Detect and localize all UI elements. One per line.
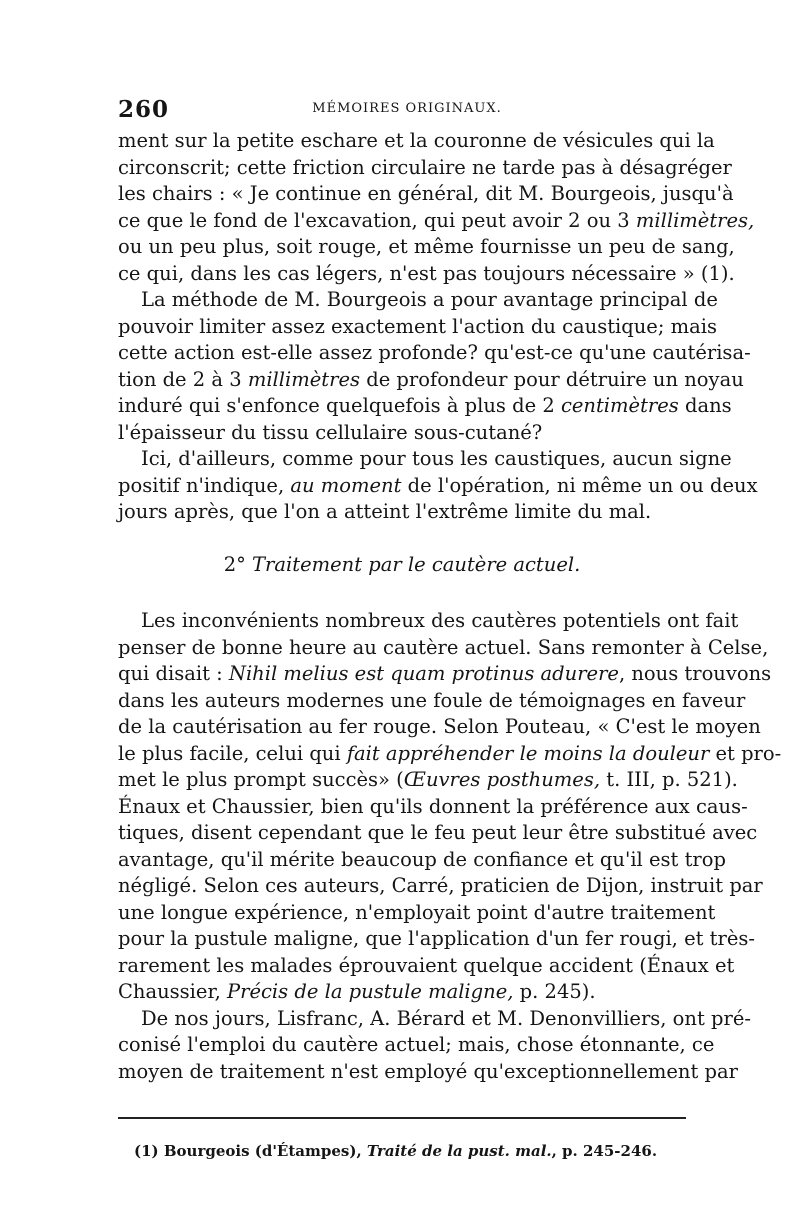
- italic-citation: Œuvres posthumes,: [403, 768, 601, 791]
- text-line: [118, 393, 732, 420]
- text-span: , nous trouvons: [618, 662, 772, 685]
- text-line: [118, 208, 755, 235]
- italic-term: millimètres: [247, 367, 361, 391]
- footnote-text: (1) Bourgeois (d'Étampes),: [134, 1142, 367, 1160]
- text-span: positif n'indique,: [118, 473, 291, 497]
- text-line: La méthode de M. Bourgeois a pour avantage principal de: [141, 288, 718, 311]
- body-text: [118, 128, 782, 1085]
- text-line: cette action est-elle assez profonde? qu'est-ce qu'une cautérisa-: [118, 341, 751, 364]
- text-span: et pro-: [709, 741, 782, 765]
- text-line: pour la pustule maligne, que l'application d'un fer rougi, et très-: [118, 927, 755, 950]
- text-line: moyen de traitement n'est employé qu'exceptionnellement par: [118, 1059, 738, 1083]
- text-line: ce qui, dans les cas légers, n'est pas toujours nécessaire » (1).: [118, 261, 735, 285]
- text-line: [118, 979, 686, 1006]
- text-line: de la cautérisation au fer rouge. Selon Pouteau, « C'est le moyen: [118, 715, 761, 738]
- section-number: 2°: [223, 552, 253, 576]
- footnote-rule: [118, 1117, 686, 1119]
- text-line: tiques, disent cependant que le feu peut leur être substitué avec: [118, 821, 758, 844]
- italic-term: centimètres: [560, 394, 679, 417]
- text-line: [118, 767, 738, 794]
- footnote-pages: , p. 245-246.: [551, 1142, 658, 1160]
- text-span: p. 245).: [513, 980, 596, 1003]
- text-span: de l'opération, ni même un ou deux: [401, 473, 758, 497]
- text-span: dans: [678, 394, 732, 417]
- text-line: avantage, qu'il mérite beaucoup de confiance et qu'il est trop: [118, 847, 726, 871]
- italic-quote: fait appréhender le moins la douleur: [346, 741, 710, 765]
- text-line: circonscrit; cette friction circulaire ne tarde pas à désagréger: [118, 155, 732, 179]
- text-line: une longue expérience, n'employait point d'autre traitement: [118, 900, 716, 924]
- text-line: [118, 661, 772, 688]
- footnote: [134, 1142, 657, 1160]
- text-span: tion de 2 à 3: [118, 367, 248, 391]
- text-line: jours après, que l'on a atteint l'extrême limite du mal.: [118, 500, 652, 523]
- text-line: pouvoir limiter assez exactement l'action du caustique; mais: [118, 314, 717, 338]
- text-line: [118, 473, 758, 500]
- text-line: négligé. Selon ces auteurs, Carré, praticien de Dijon, instruit par: [118, 874, 763, 897]
- text-line: De nos jours, Lisfranc, A. Bérard et M. Denonvilliers, ont pré-: [141, 1006, 751, 1030]
- text-span: le plus facile, celui qui: [118, 741, 347, 765]
- text-line: rarement les malades éprouvaient quelque accident (Énaux et: [118, 953, 735, 977]
- text-line: [118, 741, 782, 768]
- running-head: [0, 101, 800, 116]
- text-line: l'épaisseur du tissu cellulaire sous-cutané?: [118, 420, 543, 444]
- text-span: t. III, p. 521).: [600, 768, 738, 791]
- italic-term: au moment: [290, 473, 402, 497]
- italic-term: millimètres,: [635, 208, 755, 232]
- text-line: les chairs : « Je continue en général, dit M. Bourgeois, jusqu'à: [118, 182, 734, 205]
- text-span: de profondeur pour détruire un noyau: [360, 367, 744, 391]
- text-line: ou un peu plus, soit rouge, et même fournisse un peu de sang,: [118, 235, 735, 258]
- running-head-text: MÉMOIRES ORIGINAUX.: [312, 101, 502, 116]
- text-line: penser de bonne heure au cautère actuel. Sans remonter à Celse,: [118, 635, 769, 659]
- text-line: ment sur la petite eschare et la couronne de vésicules qui la: [118, 129, 715, 152]
- text-span: met le plus prompt succès» (: [118, 768, 404, 791]
- text-span: induré qui s'enfonce quelquefois à plus de 2: [118, 394, 561, 417]
- text-line: Ici, d'ailleurs, comme pour tous les caustiques, aucun signe: [141, 447, 732, 470]
- text-line: Les inconvénients nombreux des cautères potentiels ont fait: [141, 609, 739, 632]
- text-line: conisé l'emploi du cautère actuel; mais, chose étonnante, ce: [118, 1033, 715, 1056]
- text-span: ce que le fond de l'excavation, qui peut avoir 2 ou 3: [118, 208, 636, 232]
- section-title: Traitement par le cautère actuel.: [252, 552, 581, 576]
- text-span: qui disait :: [118, 662, 229, 685]
- footnote-title: Traité de la pust. mal.: [366, 1142, 552, 1160]
- section-heading: [118, 552, 686, 579]
- text-line: [118, 367, 744, 394]
- text-line: Énaux et Chaussier, bien qu'ils donnent la préférence aux caus-: [118, 794, 748, 818]
- page-number: 260: [118, 96, 170, 123]
- text-span: Chaussier,: [118, 980, 228, 1003]
- italic-citation: Précis de la pustule maligne,: [227, 980, 514, 1003]
- text-line: dans les auteurs modernes une foule de témoignages en faveur: [118, 688, 746, 712]
- italic-quote: Nihil melius est quam protinus adurere: [228, 662, 619, 685]
